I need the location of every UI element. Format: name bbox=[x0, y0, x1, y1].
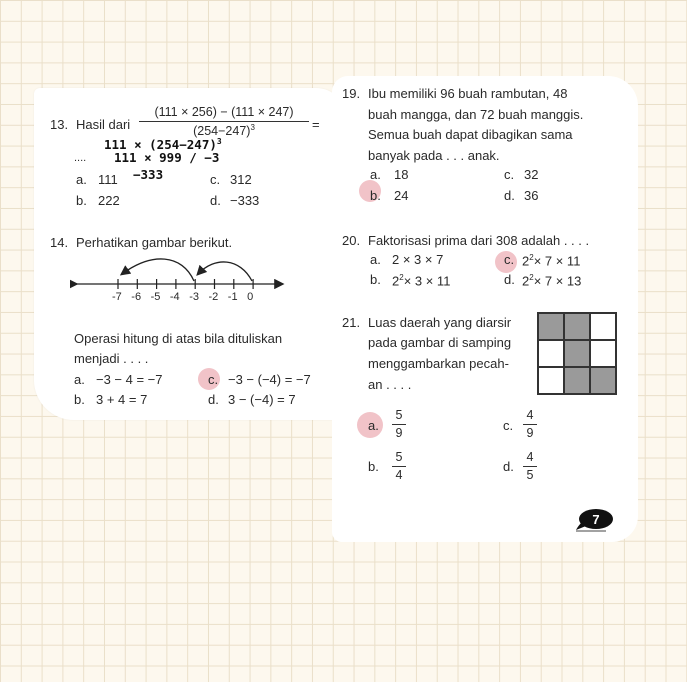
shaded-fraction-grid bbox=[537, 312, 617, 395]
q13-numerator: (111 × 256) − (111 × 247) bbox=[154, 105, 294, 119]
q14-option-c-label: c. bbox=[208, 372, 219, 387]
q14-question-line2: menjadi . . . . bbox=[74, 351, 149, 366]
q21-number: 21. bbox=[342, 315, 361, 330]
number-line-label: -7 bbox=[112, 291, 122, 303]
number-line-label: 0 bbox=[247, 291, 254, 303]
grid-cell-empty bbox=[538, 367, 564, 394]
jump-arrow-2 bbox=[198, 262, 252, 281]
number-line-label: -3 bbox=[189, 291, 199, 303]
page-number: 7 bbox=[592, 512, 600, 527]
number-line-label: -1 bbox=[227, 291, 238, 303]
q19-line1: Ibu memiliki 96 buah rambutan, 48 bbox=[368, 86, 568, 101]
q13-option-a-label: a. bbox=[76, 172, 87, 187]
q21-option-b-label: b. bbox=[368, 459, 379, 474]
q14-text: Perhatikan gambar berikut. bbox=[76, 235, 233, 250]
page-number-badge bbox=[576, 506, 614, 532]
q19-option-d[interactable]: 36 bbox=[524, 188, 539, 203]
q14-number: 14. bbox=[50, 235, 69, 250]
number-line-label: -5 bbox=[150, 291, 161, 303]
q13-option-d[interactable]: −333 bbox=[230, 193, 260, 208]
q19-option-c[interactable]: 32 bbox=[524, 167, 539, 182]
q14-option-b-label: b. bbox=[74, 392, 85, 407]
q21-option-a[interactable]: $\frac{5}{9}$ bbox=[392, 409, 406, 439]
q20-option-a[interactable]: 2 × 3 × 7 bbox=[392, 252, 444, 267]
q14-option-c[interactable]: −3 − (−4) = −7 bbox=[228, 372, 311, 387]
q21-line3: menggambarkan pecah- bbox=[368, 356, 509, 371]
number-line-label: -2 bbox=[208, 291, 219, 303]
jump-arrow-1 bbox=[122, 259, 194, 281]
q19-number: 19. bbox=[342, 86, 361, 101]
q20-option-a-label: a. bbox=[370, 252, 381, 267]
q21-line1: Luas daerah yang diarsir bbox=[368, 315, 512, 330]
q14-option-a-label: a. bbox=[74, 372, 85, 387]
q19-option-b[interactable]: 24 bbox=[394, 188, 409, 203]
q21-option-a-label: a. bbox=[368, 418, 379, 433]
q13-blank: .... bbox=[74, 152, 87, 164]
q19-line4: banyak pada . . . anak. bbox=[368, 148, 500, 163]
q20-text: Faktorisasi prima dari 308 adalah . . . . bbox=[368, 233, 590, 248]
q14-question-line1: Operasi hitung di atas bila dituliskan bbox=[74, 331, 283, 346]
q20-number: 20. bbox=[342, 233, 361, 248]
q21-line4: an . . . . bbox=[368, 377, 412, 392]
q20-option-d[interactable]: $2^2\times 7 \times 13$ bbox=[522, 273, 582, 289]
q21-line2: pada gambar di samping bbox=[368, 335, 512, 350]
q14-option-d-label: d. bbox=[208, 392, 219, 407]
q13-prefix: Hasil dari bbox=[76, 117, 131, 132]
number-line-diagram bbox=[70, 250, 290, 310]
q20-option-c-label: c. bbox=[504, 252, 515, 267]
q13-equals: = bbox=[312, 117, 320, 132]
q13-option-c-label: c. bbox=[210, 172, 221, 187]
q20-option-d-label: d. bbox=[504, 272, 515, 287]
q19-option-d-label: d. bbox=[504, 188, 515, 203]
q21-option-c-label: c. bbox=[503, 418, 514, 433]
q21-option-c[interactable]: $\frac{4}{9}$ bbox=[523, 409, 537, 439]
q20-option-b[interactable]: $2^2\times 3 \times 11$ bbox=[392, 273, 451, 289]
q19-option-a-label: a. bbox=[370, 167, 381, 182]
q13-handwritten-step2: 111 × 999 / −3 bbox=[114, 150, 220, 165]
q19-option-b-label: b. bbox=[370, 188, 381, 203]
grid-cell-empty bbox=[590, 313, 616, 340]
grid-cell-empty bbox=[590, 340, 616, 367]
grid-cell-shaded bbox=[564, 340, 590, 367]
q19-line2: buah mangga, dan 72 buah manggis. bbox=[368, 107, 584, 122]
q14-option-a[interactable]: −3 − 4 = −7 bbox=[96, 372, 163, 387]
q14-option-b[interactable]: 3 + 4 = 7 bbox=[96, 392, 148, 407]
q13-number: 13. bbox=[50, 117, 69, 132]
q21-option-d[interactable]: $\frac{4}{5}$ bbox=[523, 451, 537, 481]
q21-option-d-label: d. bbox=[503, 459, 514, 474]
q19-line3: Semua buah dapat dibagikan sama bbox=[368, 127, 573, 142]
number-line-label: -4 bbox=[169, 291, 180, 303]
grid-cell-shaded bbox=[590, 367, 616, 394]
q19-option-c-label: c. bbox=[504, 167, 515, 182]
q21-option-b[interactable]: $\frac{5}{4}$ bbox=[392, 451, 406, 481]
q13-handwritten-step1: $111 \times (254-247)^3$ bbox=[104, 137, 222, 153]
q13-denominator: $(254-247)^3$ bbox=[139, 121, 309, 138]
q20-option-c[interactable]: $2^2\times 7 \times 11$ bbox=[522, 253, 581, 269]
q19-option-a[interactable]: 18 bbox=[394, 167, 409, 182]
q14-option-d[interactable]: 3 − (−4) = 7 bbox=[228, 392, 296, 407]
q13-option-b-label: b. bbox=[76, 193, 87, 208]
q13-option-a[interactable]: 111 bbox=[98, 172, 118, 187]
q13-handwritten-step3: −333 bbox=[133, 167, 164, 182]
q13-option-c[interactable]: 312 bbox=[230, 172, 252, 187]
q13-fraction bbox=[139, 106, 309, 137]
q13-option-b[interactable]: 222 bbox=[98, 193, 120, 208]
q13-option-d-label: d. bbox=[210, 193, 221, 208]
q20-option-b-label: b. bbox=[370, 272, 381, 287]
grid-cell-shaded bbox=[538, 313, 564, 340]
grid-cell-shaded bbox=[564, 367, 590, 394]
number-line-label: -6 bbox=[131, 291, 142, 303]
grid-cell-empty bbox=[538, 340, 564, 367]
grid-cell-shaded bbox=[564, 313, 590, 340]
